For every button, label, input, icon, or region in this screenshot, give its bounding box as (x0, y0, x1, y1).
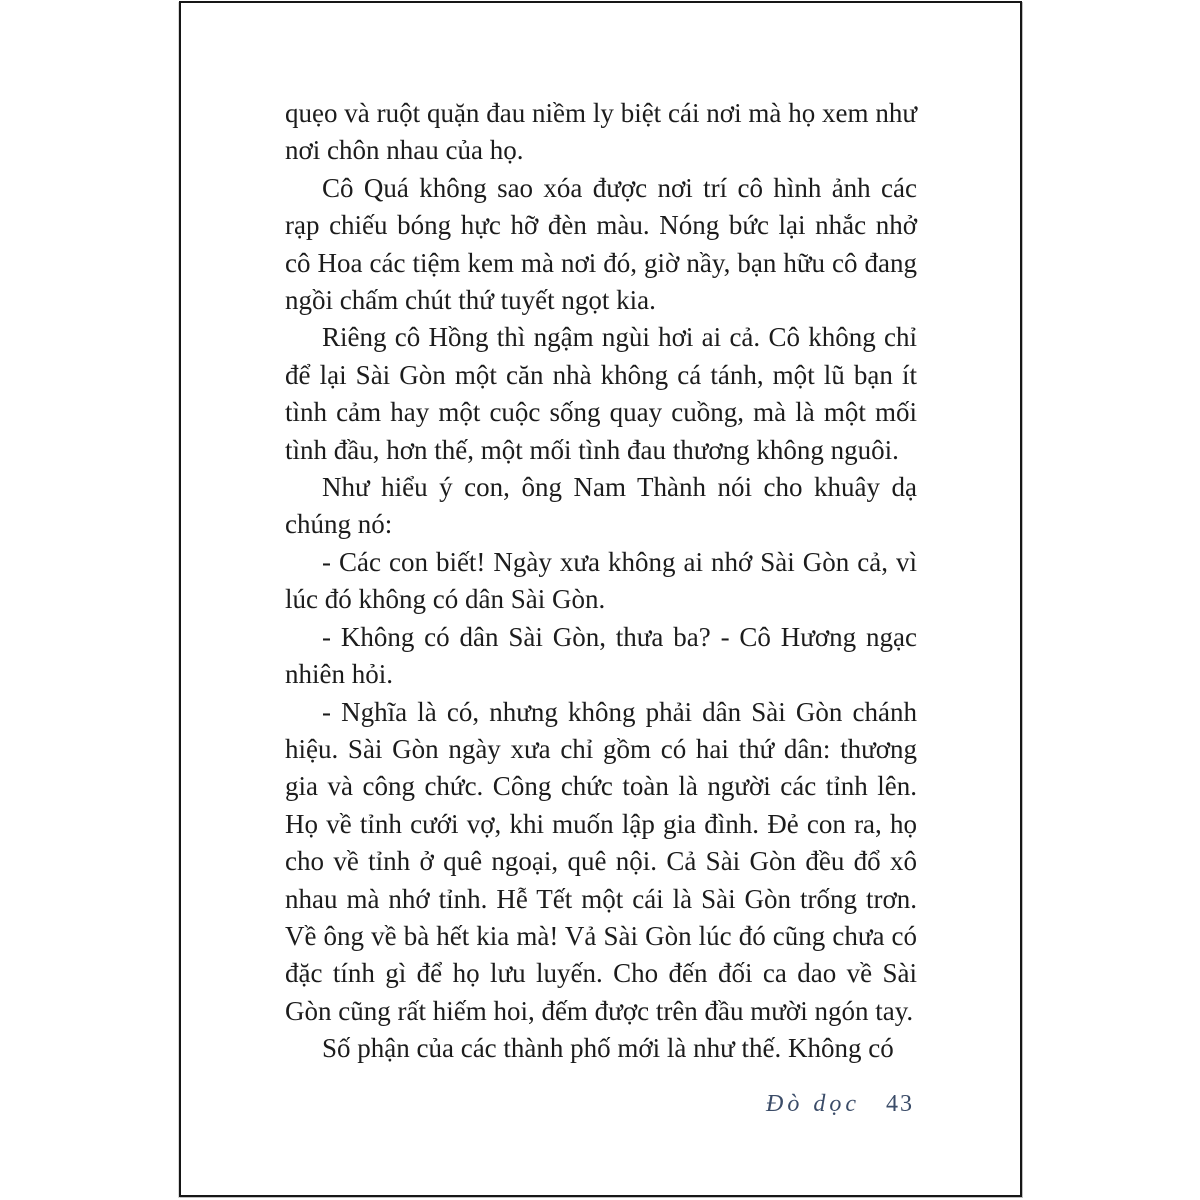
paragraph: Như hiểu ý con, ông Nam Thành nói cho khuây dạ chúng nó: (285, 472, 917, 540)
paragraph: Riêng cô Hồng thì ngậm ngùi hơi ai cả. Cô không chỉ để lại Sài Gòn một căn nhà không cá tánh, một lũ bạn ít tình cảm hay một cuộc sống quay cuồng, mà là một mối tình đầu, hơn thế, một mối tình đau thương không nguôi. (285, 322, 917, 465)
book-page (179, 1, 1022, 1197)
paragraph: Cô Quá không sao xóa được nơi trí cô hình ảnh các rạp chiếu bóng hực hỡ đèn màu. Nóng bức lại nhắc nhở cô Hoa các tiệm kem mà nơi đó, giờ nầy, bạn hữu cô đang ngồi chấm chút thứ tuyết ngọt kia. (285, 172, 917, 316)
page-number: 43 (886, 1091, 914, 1117)
book-title: Đò dọc (766, 1091, 860, 1117)
paragraph: quẹo và ruột quặn đau niềm ly biệt cái nơi mà họ xem như nơi chôn nhau của họ. (285, 98, 917, 166)
text-column (285, 95, 917, 1068)
paragraph: - Các con biết! Ngày xưa không ai nhớ Sài Gòn cả, vì lúc đó không có dân Sài Gòn. (285, 546, 917, 615)
paragraph: Số phận của các thành phố mới là như thế. Không có (322, 1033, 894, 1064)
paragraph: - Nghĩa là có, nhưng không phải dân Sài Gòn chánh hiệu. Sài Gòn ngày xưa chỉ gồm có hai thứ dân: thương gia và công chức. Công chức toàn là người các tỉnh lên. Họ về tỉnh cưới vợ, khi muốn lập gia đình. Đẻ con ra, họ cho về tỉnh ở quê ngoại, quê nội. Cả Sài Gòn đều đổ xô nhau mà nhớ tỉnh. Hễ Tết một cái là Sài Gòn trống trơn. Về ông về bà hết kia mà! Vả Sài Gòn lúc đó cũng chưa có đặc tính gì để họ lưu luyến. Cho đến đối ca dao về Sài Gòn cũng rất hiếm hoi, đếm được trên đầu mười ngón tay. (285, 696, 917, 1026)
paragraph: - Không có dân Sài Gòn, thưa ba? - Cô Hương ngạc nhiên hỏi. (285, 621, 917, 690)
running-footer (766, 1091, 914, 1118)
